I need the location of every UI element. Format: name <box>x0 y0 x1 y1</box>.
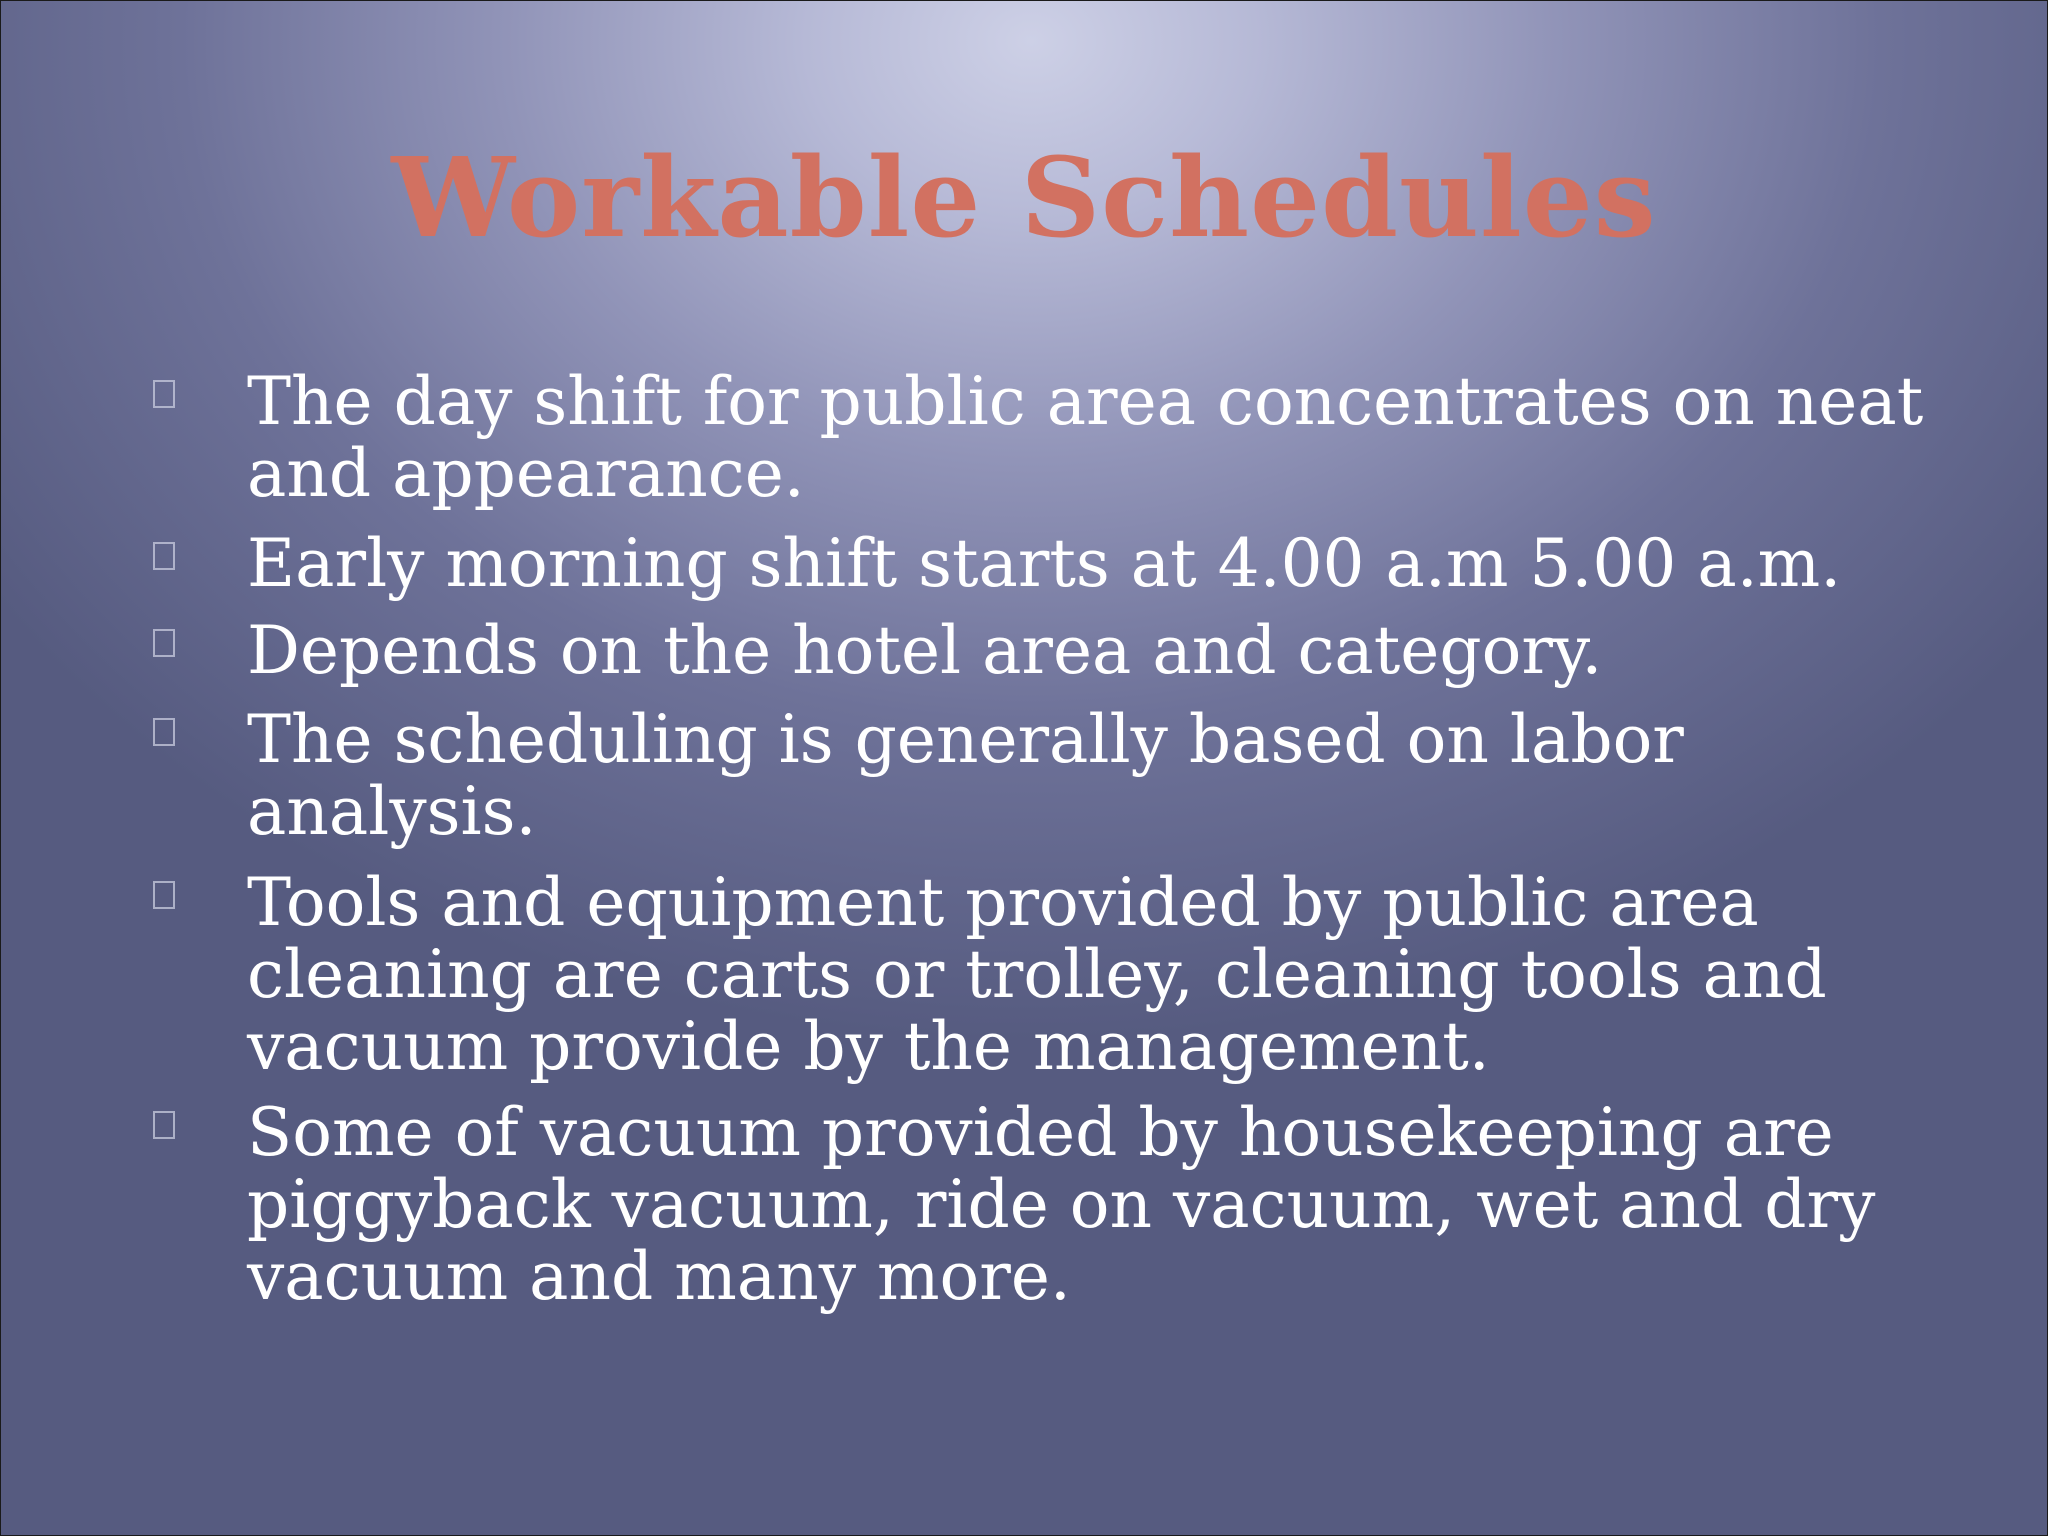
bullet-marker-icon <box>153 1111 175 1139</box>
bullet-text: The day shift for public area concentrates on neat and appearance. <box>247 363 1924 512</box>
bullet-marker-icon <box>153 542 175 570</box>
bullet-text: The scheduling is generally based on labor analysis. <box>247 701 1684 850</box>
bullet-text: Tools and equipment provided by public area cleaning are carts or trolley, cleaning tools and vacuum provide by the management. <box>247 864 1827 1085</box>
bullet-text: Some of vacuum provided by housekeeping are piggyback vacuum, ride on vacuum, wet and dry vacuum and many more. <box>247 1094 1876 1315</box>
bullet-marker-icon <box>153 881 175 909</box>
bullet-marker-icon <box>153 718 175 746</box>
bullet-marker-icon <box>153 629 175 657</box>
bullet-text: Depends on the hotel area and category. <box>247 612 1603 689</box>
slide-title: Workable Schedules <box>391 133 1657 262</box>
bullet-text: Early morning shift starts at 4.00 a.m 5.00 a.m. <box>247 525 1842 602</box>
bullet-marker-icon <box>153 380 175 408</box>
